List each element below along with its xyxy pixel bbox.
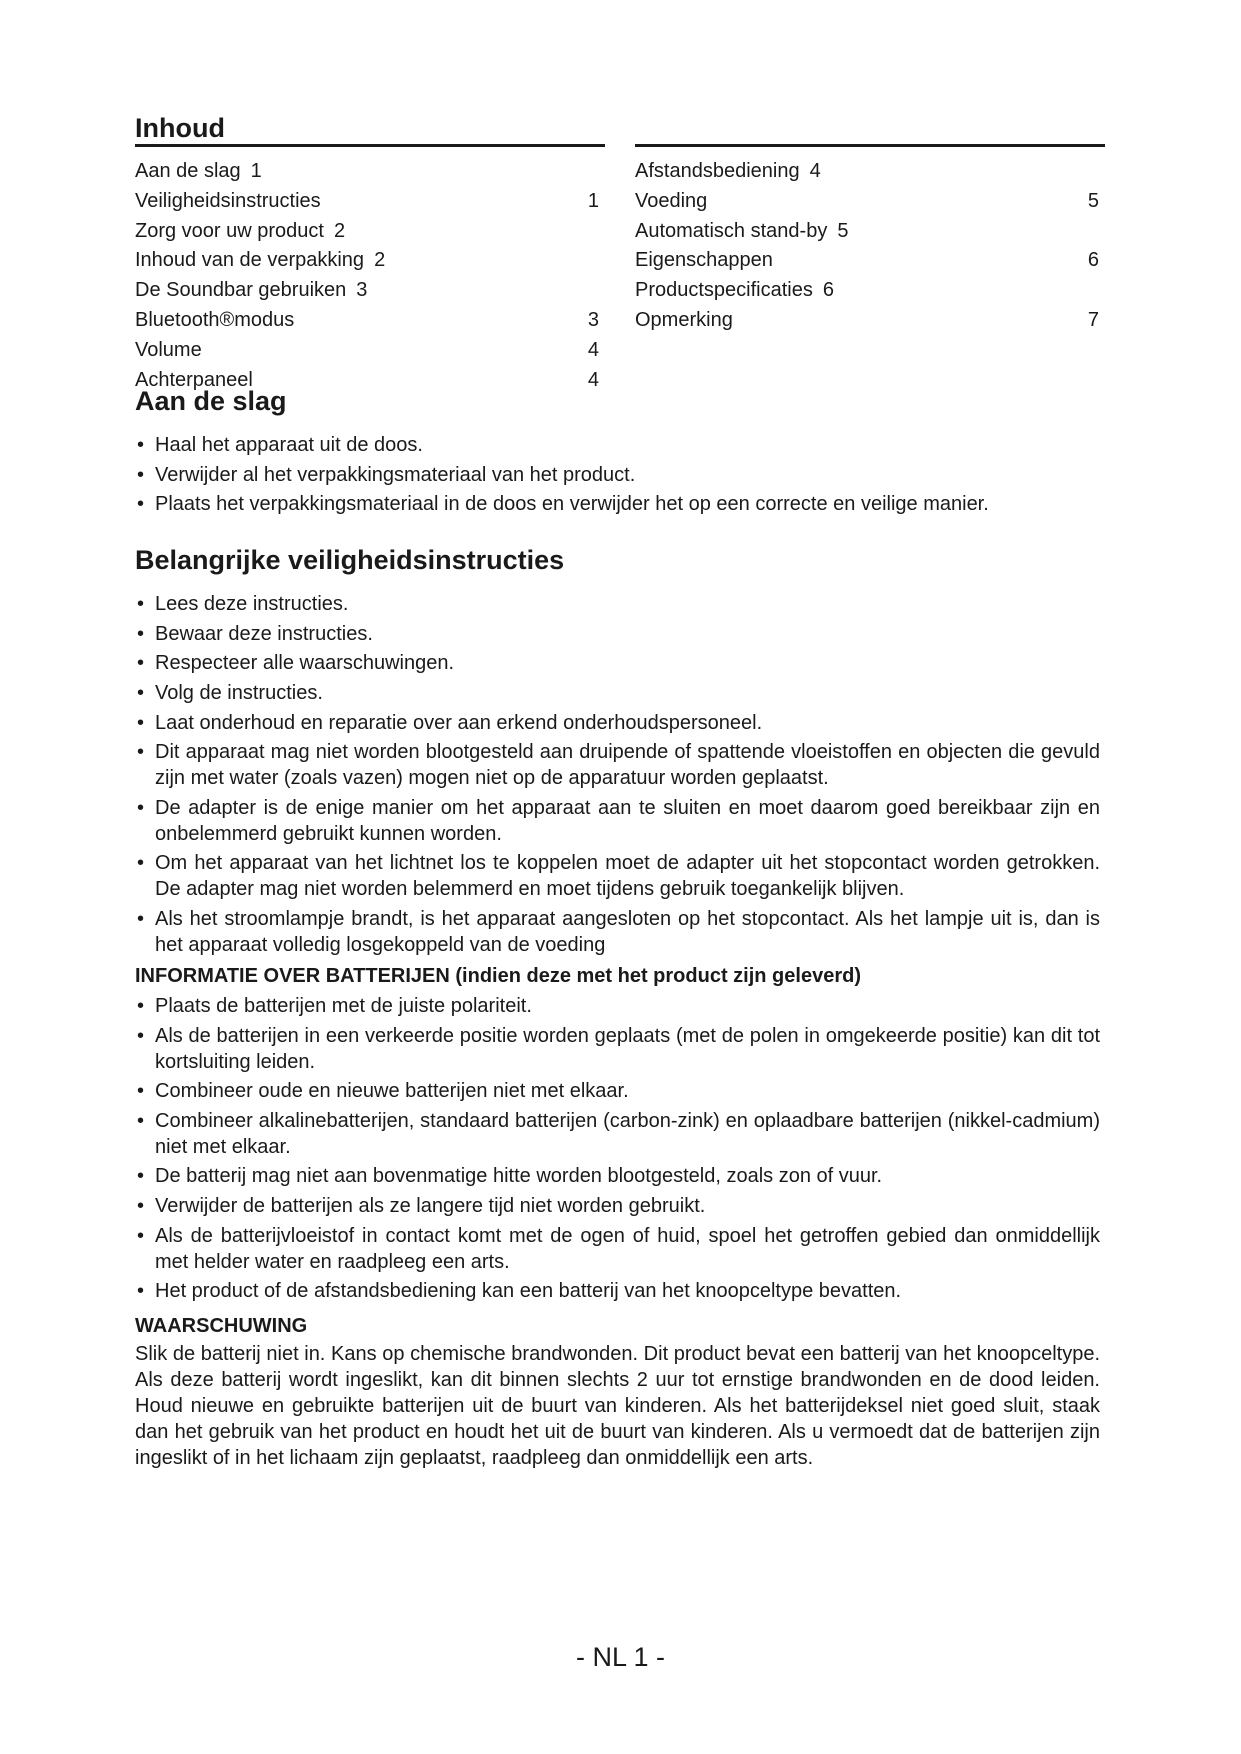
toc-entry-page: 5 <box>1087 189 1099 212</box>
toc-entry <box>635 157 1105 187</box>
toc-entry <box>635 276 1105 306</box>
toc-entry-page: 3 <box>356 279 368 302</box>
toc-entry-page: 4 <box>587 368 599 391</box>
toc-divider <box>135 144 605 147</box>
safety-section <box>135 543 1100 958</box>
list-item: • Verwijder al het verpakkingsmateriaal van het product. <box>135 462 1100 488</box>
section-title-getting-started: Aan de slag <box>135 386 287 416</box>
toc-title: Inhoud <box>135 113 225 143</box>
list-item: • De adapter is de enige manier om het apparaat aan te sluiten en moet daarom goed bereikbaar zijn en onbelemmerd gebruikt kunnen worden. <box>135 795 1100 847</box>
toc-entry-page: 1 <box>250 160 262 182</box>
toc-entry-label: Aan de slag <box>135 160 241 182</box>
toc-entry-label: Opmerking <box>635 308 733 331</box>
toc-entry <box>135 306 605 336</box>
list-item: • Plaats de batterijen met de juiste polariteit. <box>135 993 1100 1019</box>
toc-entry-label: Achterpaneel <box>135 368 253 391</box>
list-item: • Dit apparaat mag niet worden blootgesteld aan druipende of spattende vloeistoffen en objecten die gevuld zijn met water (zoals vazen) mogen niet op de apparatuur worden geplaatst. <box>135 739 1100 791</box>
manual-page <box>135 100 1100 1471</box>
toc-entry-label: De Soundbar gebruiken <box>135 279 347 302</box>
list-item: • Als het stroomlampje brandt, is het apparaat aangesloten op het stopcontact. Als het lampje uit is, dan is het apparaat volledig losgekoppeld van de voeding <box>135 906 1100 958</box>
list-item: • Als de batterijvloeistof in contact komt met de ogen of huid, spoel het getroffen gebied dan onmiddellijk met helder water en raadpleeg een arts. <box>135 1223 1100 1275</box>
warning-text: Slik de batterij niet in. Kans op chemische brandwonden. Dit product bevat een batterij van het knoopceltype. Als deze batterij wordt ingeslikt, kan dit binnen slechts 2 uur tot ernstige brandwonden en de dood leiden. Houd nieuwe en gebruikte batterijen uit de buurt van kinderen. Als het batterijdeksel niet goed sluit, staak dan het gebruik van het product en houdt het uit de buurt van kinderen. Als u vermoedt dat de batterijen zijn ingeslikt of in het lichaam zijn geplaatst, raadpleeg dan onmiddellijk een arts. <box>135 1343 1100 1470</box>
toc-entry <box>135 217 605 247</box>
toc-entry-page: 6 <box>1087 249 1099 272</box>
toc-entry <box>135 276 605 306</box>
toc-entry-label: Automatisch stand-by <box>635 219 828 242</box>
list-item: • Combineer oude en nieuwe batterijen niet met elkaar. <box>135 1078 1100 1104</box>
toc-entry-page: 6 <box>822 279 834 302</box>
battery-heading: INFORMATIE OVER BATTERIJEN (indien deze met het product zijn geleverd) <box>135 964 861 987</box>
toc-right-column <box>635 100 1105 336</box>
list-item: • Het product of de afstandsbediening kan een batterij van het knoopceltype bevatten. <box>135 1278 1100 1304</box>
getting-started-section <box>135 384 1100 517</box>
toc-entry-page: 1 <box>587 189 599 212</box>
toc-entry-label: Inhoud van de verpakking <box>135 249 365 272</box>
toc-entry <box>135 336 605 366</box>
list-item: • Plaats het verpakkingsmateriaal in de doos en verwijder het op een correcte en veilige manier. <box>135 491 1100 517</box>
toc-entry <box>635 217 1105 247</box>
toc-entry-label: Productspecificaties <box>635 279 813 302</box>
section-title-safety: Belangrijke veiligheidsinstructies <box>135 545 565 576</box>
list-item: • Bewaar deze instructies. <box>135 621 1100 647</box>
toc-entry-page: 2 <box>374 249 386 272</box>
toc-entry-label: Veiligheidsinstructies <box>135 189 321 212</box>
toc-entry-page: 3 <box>587 308 599 331</box>
toc-right-list <box>635 157 1105 336</box>
toc-entry-page: 7 <box>1087 308 1099 331</box>
warning-section <box>135 1312 1100 1471</box>
toc-entry-label: Voeding <box>635 189 708 212</box>
toc-entry <box>635 306 1105 336</box>
getting-started-list <box>135 432 1100 517</box>
toc-divider <box>635 144 1105 147</box>
table-of-contents <box>135 100 1100 391</box>
toc-entry <box>635 246 1105 276</box>
list-item: • Haal het apparaat uit de doos. <box>135 432 1100 458</box>
warning-heading: WAARSCHUWING <box>135 1315 308 1338</box>
list-item: • Volg de instructies. <box>135 680 1100 706</box>
list-item: • Respecteer alle waarschuwingen. <box>135 650 1100 676</box>
safety-list <box>135 591 1100 958</box>
list-item: • Als de batterijen in een verkeerde positie worden geplaats (met de polen in omgekeerde positie) kan dit tot kortsluiting leiden. <box>135 1023 1100 1075</box>
battery-list <box>135 993 1100 1304</box>
toc-entry <box>635 187 1105 217</box>
toc-entry-page: 4 <box>587 338 599 361</box>
toc-entry-label: Volume <box>135 338 202 361</box>
page-number: - NL 1 - <box>575 1642 665 1672</box>
toc-entry <box>135 366 605 396</box>
toc-entry-page: 5 <box>837 219 849 242</box>
toc-left-column <box>135 100 605 395</box>
toc-entry-page: 4 <box>809 160 821 182</box>
list-item: • Om het apparaat van het lichtnet los te koppelen moet de adapter uit het stopcontact worden getrokken. De adapter mag niet worden belemmerd en moet tijdens gebruik toegankelijk blijven. <box>135 850 1100 902</box>
list-item: • Laat onderhoud en reparatie over aan erkend onderhoudspersoneel. <box>135 710 1100 736</box>
list-item: • Combineer alkalinebatterijen, standaard batterijen (carbon-zink) en oplaadbare batterijen (nikkel-cadmium) niet met elkaar. <box>135 1108 1100 1160</box>
toc-entry-label: Eigenschappen <box>635 249 773 272</box>
toc-entry-page: 2 <box>333 219 346 242</box>
toc-entry-label: Zorg voor uw product <box>135 219 324 242</box>
list-item: • Verwijder de batterijen als ze langere tijd niet worden gebruikt. <box>135 1193 1100 1219</box>
battery-section <box>135 962 1100 1304</box>
toc-entry-label: Afstandsbediening <box>635 160 800 182</box>
toc-entry-label: Bluetooth®modus <box>135 308 295 331</box>
toc-left-list <box>135 157 605 395</box>
list-item: • De batterij mag niet aan bovenmatige hitte worden blootgesteld, zoals zon of vuur. <box>135 1163 1100 1189</box>
list-item: • Lees deze instructies. <box>135 591 1100 617</box>
toc-entry <box>135 187 605 217</box>
toc-entry <box>135 246 605 276</box>
toc-entry <box>135 157 605 187</box>
